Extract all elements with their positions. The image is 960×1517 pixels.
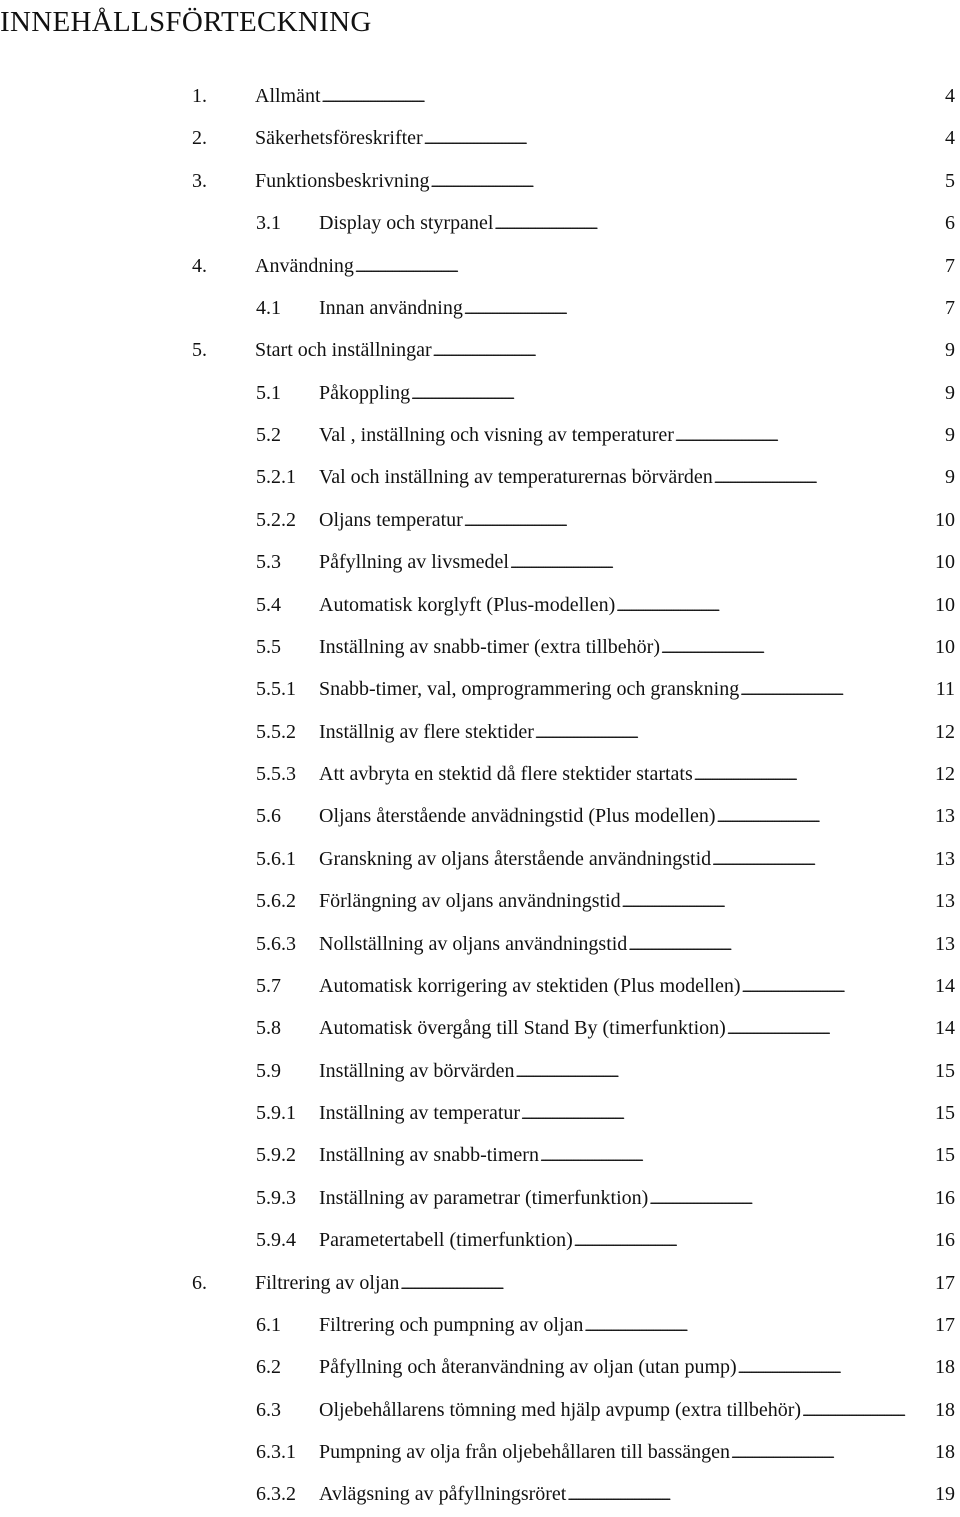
toc-entry-number: 5.9.2 <box>256 1144 296 1167</box>
toc-entry-number: 5.1 <box>256 381 281 404</box>
toc-entry-title: Användning <box>255 254 354 277</box>
toc-entry[interactable] <box>0 668 960 710</box>
dot-leader <box>694 753 934 797</box>
toc-entry[interactable] <box>0 1431 960 1473</box>
toc-entry-page-number: 6 <box>945 212 955 235</box>
toc-entry-page-number: 10 <box>935 593 955 616</box>
dot-leader <box>742 965 934 1009</box>
toc-entry-page-number: 15 <box>935 1059 955 1082</box>
toc-entry[interactable] <box>0 245 960 287</box>
toc-entry-page-number: 5 <box>945 169 955 192</box>
toc-entry[interactable] <box>0 1262 960 1304</box>
toc-entry[interactable] <box>0 880 960 922</box>
toc-entry-page-number: 13 <box>935 932 955 955</box>
toc-entry-title: Automatisk övergång till Stand By (timerfunktion) <box>319 1017 726 1040</box>
toc-entry-page-number: 10 <box>935 635 955 658</box>
toc-entry-title: Oljans temperatur <box>319 508 463 531</box>
toc-entry[interactable] <box>0 753 960 795</box>
toc-entry-number: 6.3 <box>256 1398 281 1421</box>
toc-entry-title: Automatisk korrigering av stektiden (Plus modellen) <box>319 974 741 997</box>
toc-entry[interactable] <box>0 584 960 626</box>
toc-entry-number: 5.5.3 <box>256 763 296 785</box>
toc-entry-number: 4.1 <box>256 296 281 319</box>
toc-entry[interactable] <box>0 1389 960 1431</box>
toc-entry-page-number: 10 <box>935 508 955 531</box>
dot-leader <box>584 1304 934 1348</box>
toc-entry-number: 6.2 <box>256 1356 281 1379</box>
toc-entry[interactable] <box>0 711 960 753</box>
toc-entry[interactable] <box>0 160 960 202</box>
toc-entry-title: Inställnig av flere stektider <box>319 720 534 743</box>
toc-entry-number: 5.7 <box>256 974 281 997</box>
toc-entry-title: Nollställning av oljans användningstid <box>319 932 628 955</box>
dot-leader <box>717 795 934 839</box>
toc-entry-number: 6.3.1 <box>256 1441 296 1463</box>
toc-entry-number: 6.3.2 <box>256 1483 296 1506</box>
toc-entry[interactable] <box>0 1050 960 1092</box>
page-title: INNEHÅLLSFÖRTECKNING <box>0 6 372 38</box>
toc-entry-number: 1. <box>192 85 207 107</box>
toc-entry-title: Granskning av oljans återstående användningstid <box>319 847 712 870</box>
dot-leader <box>411 372 944 416</box>
toc-entry-number: 5.4 <box>256 593 281 616</box>
toc-entry-number: 5.8 <box>256 1017 281 1040</box>
toc-entry-page-number: 17 <box>935 1271 955 1294</box>
toc-entry[interactable] <box>0 117 960 159</box>
toc-entry-title: Inställning av snabb-timer (extra tillbehör) <box>319 635 661 658</box>
toc-entry-title: Inställning av parametrar (timerfunktion) <box>319 1186 649 1209</box>
toc-entry[interactable] <box>0 1092 960 1134</box>
toc-entry-title: Automatisk korglyft (Plus-modellen) <box>319 593 616 616</box>
toc-entry-number: 5.5.2 <box>256 720 296 743</box>
toc-entry-number: 5.6.3 <box>256 932 296 955</box>
toc-entry-title: Parametertabell (timerfunktion) <box>319 1229 573 1252</box>
toc-entry-page-number: 15 <box>935 1102 955 1124</box>
dot-leader <box>616 584 934 628</box>
toc-entry-title: Inställning av snabb-timern <box>319 1144 539 1167</box>
toc-entry-page-number: 4 <box>945 85 955 107</box>
toc-entry-title: Påkoppling <box>319 381 411 404</box>
toc-entry-page-number: 10 <box>935 551 955 574</box>
dot-leader <box>464 287 944 331</box>
toc-entry-page-number: 16 <box>935 1229 955 1252</box>
toc-entry-title: Säkerhetsföreskrifter <box>255 127 423 150</box>
toc-entry-number: 5.5.1 <box>256 678 296 701</box>
toc-entry-title: Val och inställning av temperaturernas börvärden <box>319 466 713 489</box>
toc-entry-title: Avlägsning av påfyllningsröret <box>319 1483 567 1506</box>
toc-entry-title: Påfyllning av livsmedel <box>319 551 509 574</box>
toc-entry[interactable] <box>0 1007 960 1049</box>
dot-leader <box>628 923 934 967</box>
toc-entry-title: Innan användning <box>319 296 463 319</box>
toc-entry[interactable] <box>0 838 960 880</box>
toc-entry-number: 5.2.2 <box>256 508 296 531</box>
toc-entry-number: 2. <box>192 127 207 150</box>
toc-entry[interactable] <box>0 202 960 244</box>
toc-entry-number: 5. <box>192 339 207 362</box>
toc-entry[interactable] <box>0 1177 960 1219</box>
dot-leader <box>740 668 935 712</box>
toc-entry-number: 5.9.4 <box>256 1229 296 1252</box>
toc-entry-number: 5.6 <box>256 805 281 828</box>
toc-entry[interactable] <box>0 1473 960 1515</box>
toc-entry-number: 5.9.1 <box>256 1102 296 1124</box>
toc-entry[interactable] <box>0 75 960 117</box>
toc-entry-page-number: 14 <box>935 974 955 997</box>
toc-entry-page-number: 17 <box>935 1313 955 1336</box>
toc-entry-page-number: 7 <box>945 296 955 319</box>
toc-entry-title: Filtrering och pumpning av oljan <box>319 1313 584 1336</box>
toc-entry-number: 5.9.3 <box>256 1186 296 1209</box>
toc-entry-number: 5.6.2 <box>256 890 296 913</box>
dot-leader <box>322 75 944 119</box>
toc-entry-page-number: 9 <box>945 381 955 404</box>
toc-entry-number: 3. <box>192 169 207 192</box>
toc-entry-page-number: 9 <box>945 424 955 446</box>
toc-entry-page-number: 13 <box>935 890 955 913</box>
dot-leader <box>738 1346 934 1390</box>
toc-entry-page-number: 14 <box>935 1017 955 1040</box>
dot-leader <box>400 1262 934 1306</box>
toc-entry[interactable] <box>0 795 960 837</box>
toc-entry-title: Att avbryta en stektid då flere stektider startats <box>319 763 693 785</box>
toc-entry-page-number: 4 <box>945 127 955 150</box>
toc-entry-title: Oljans återstående anvädningstid (Plus modellen) <box>319 805 716 828</box>
dot-leader <box>661 626 934 670</box>
toc-entry-title: Pumpning av olja från oljebehållaren till bassängen <box>319 1441 730 1463</box>
toc-entry-title: Funktionsbeskrivning <box>255 169 430 192</box>
toc-entry[interactable] <box>0 1304 960 1346</box>
toc-entry-number: 4. <box>192 254 207 277</box>
dot-leader <box>433 329 944 373</box>
toc-entry-page-number: 13 <box>935 805 955 828</box>
toc-entry-number: 5.9 <box>256 1059 281 1082</box>
toc-entry-number: 5.2 <box>256 424 281 446</box>
dot-leader <box>727 1007 934 1051</box>
dot-leader <box>714 456 944 500</box>
toc-entry-page-number: 12 <box>935 763 955 785</box>
dot-leader <box>521 1092 934 1136</box>
dot-leader <box>802 1389 934 1433</box>
toc-entry[interactable] <box>0 1219 960 1261</box>
toc-entry-page-number: 11 <box>935 678 955 701</box>
toc-entry-title: Display och styrpanel <box>319 212 494 235</box>
toc-entry[interactable] <box>0 329 960 371</box>
toc-entry-page-number: 18 <box>935 1441 955 1463</box>
dot-leader <box>510 541 934 585</box>
toc-entry-number: 3.1 <box>256 212 281 235</box>
toc-entry-page-number: 7 <box>945 254 955 277</box>
toc-entry-title: Inställning av börvärden <box>319 1059 515 1082</box>
toc-entry-title: Filtrering av oljan <box>255 1271 400 1294</box>
dot-leader <box>712 838 934 882</box>
dot-leader <box>424 117 944 161</box>
toc-entry-page-number: 12 <box>935 720 955 743</box>
toc-entry[interactable] <box>0 965 960 1007</box>
toc-entry-title: Förlängning av oljans användningstid <box>319 890 621 913</box>
toc-entry-title: Allmänt <box>255 85 321 107</box>
toc-entry[interactable] <box>0 287 960 329</box>
toc-entry[interactable] <box>0 372 960 414</box>
dot-leader <box>731 1431 934 1475</box>
toc-entry-number: 5.6.1 <box>256 847 296 870</box>
toc-entry-page-number: 13 <box>935 847 955 870</box>
toc-entry-title: Oljebehållarens tömning med hjälp avpump (extra tillbehör) <box>319 1398 802 1421</box>
toc-entry[interactable] <box>0 923 960 965</box>
toc-entry[interactable] <box>0 456 960 498</box>
toc-entry-page-number: 19 <box>935 1483 955 1506</box>
toc-entry[interactable] <box>0 1346 960 1388</box>
dot-leader <box>535 711 934 755</box>
toc-entry-number: 5.2.1 <box>256 466 296 489</box>
toc-entry-page-number: 18 <box>935 1398 955 1421</box>
toc-entry-number: 6. <box>192 1271 207 1294</box>
dot-leader <box>574 1219 934 1263</box>
toc-entry-number: 5.5 <box>256 635 281 658</box>
toc-entry-page-number: 18 <box>935 1356 955 1379</box>
toc-entry-page-number: 9 <box>945 466 955 489</box>
toc-entry[interactable] <box>0 414 960 456</box>
toc-entry[interactable] <box>0 626 960 668</box>
toc-entry-page-number: 16 <box>935 1186 955 1209</box>
dot-leader <box>675 414 944 458</box>
dot-leader <box>430 160 944 204</box>
dot-leader <box>567 1473 934 1517</box>
toc-entry[interactable] <box>0 499 960 541</box>
dot-leader <box>494 202 944 246</box>
toc-entry-title: Start och inställningar <box>255 339 432 362</box>
toc-entry-page-number: 9 <box>945 339 955 362</box>
toc-entry[interactable] <box>0 1134 960 1176</box>
dot-leader <box>540 1134 934 1178</box>
toc-entry[interactable] <box>0 541 960 583</box>
toc-entry-title: Snabb-timer, val, omprogrammering och granskning <box>319 678 740 701</box>
dot-leader <box>516 1050 935 1094</box>
toc-entry-title: Inställning av temperatur <box>319 1102 521 1124</box>
toc-entry-page-number: 15 <box>935 1144 955 1167</box>
toc-entry-title: Påfyllning och återanvändning av oljan (utan pump) <box>319 1356 737 1379</box>
dot-leader <box>622 880 934 924</box>
toc-entry-title: Val , inställning och visning av temperaturer <box>319 424 674 446</box>
dot-leader <box>649 1177 934 1221</box>
toc-entry-number: 5.3 <box>256 551 281 574</box>
toc-entry-number: 6.1 <box>256 1313 281 1336</box>
dot-leader <box>464 499 934 543</box>
table-of-contents <box>0 75 960 1516</box>
dot-leader <box>355 245 944 289</box>
